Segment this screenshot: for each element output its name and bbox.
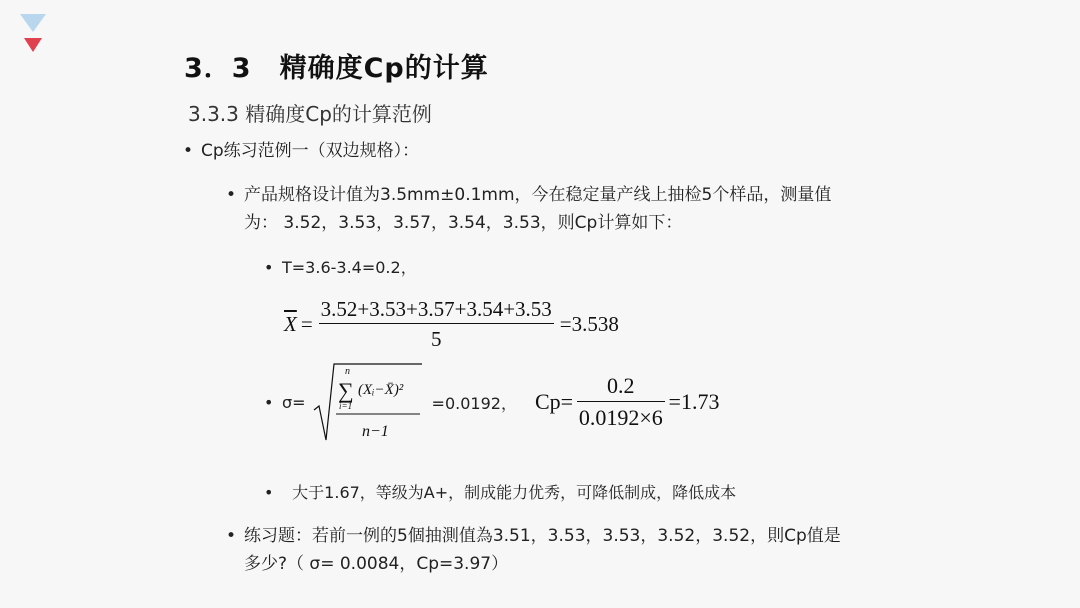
bullet-dot: • <box>226 185 237 205</box>
summation-symbol: ∑ <box>337 378 354 403</box>
logo-bottom-triangle <box>24 38 42 52</box>
mean-symbol: $\overline{X}$ <box>284 312 297 336</box>
bullet-dot: • <box>264 392 274 412</box>
logo-icon <box>20 14 46 54</box>
cp-lhs: Cp= <box>534 389 574 414</box>
exercise-line2: 多少?（ σ= 0.0084，Cp=3.97） <box>244 554 509 574</box>
example-description-line2: 为： 3.52，3.53，3.57，3.54，3.53，则Cp计算如下： <box>244 213 683 233</box>
bullet-result <box>264 480 736 503</box>
mean-fraction <box>319 297 554 352</box>
example-heading-text: Cp练习范例一（双边规格）： <box>201 141 420 161</box>
sum-term: (Xᵢ−X̄)² <box>357 382 403 398</box>
sigma-denominator: n−1 <box>361 423 389 440</box>
bullet-dot: • <box>264 258 274 277</box>
sum-lower-limit: i=1 <box>338 401 352 411</box>
logo-top-triangle <box>20 14 46 32</box>
sigma-value: =0.0192， <box>431 393 517 413</box>
bullet-example-heading <box>183 136 419 161</box>
bullet-dot: • <box>264 483 274 502</box>
mean-formula <box>284 297 619 352</box>
cp-numerator: 0.2 <box>577 373 665 402</box>
exercise-line1: 练习题：若前一例的5個抽測值為3.51，3.53，3.53，3.52，3.52，則Cp值是 <box>244 526 841 546</box>
bullet-dot: • <box>183 141 194 161</box>
cp-denominator: 0.0192×6 <box>578 405 663 430</box>
bullet-exercise <box>226 522 841 578</box>
tolerance-text: T=3.6-3.4=0.2， <box>282 258 417 277</box>
example-description-line1: 产品规格设计值为3.5mm±0.1mm，今在稳定量产线上抽检5个样品，测量值 <box>244 185 832 205</box>
bullet-tolerance <box>264 255 417 278</box>
result-text: 大于1.67，等级为A+，制成能力优秀，可降低制成，降低成本 <box>292 483 737 502</box>
sum-upper-limit: n <box>344 366 350 377</box>
cp-formula <box>535 373 720 431</box>
sigma-cp-row <box>264 360 719 444</box>
bullet-dot: • <box>226 526 237 546</box>
section-subtitle: 3.3.3 精确度Cp的计算范例 <box>188 102 432 126</box>
mean-denominator: 5 <box>430 327 442 351</box>
cp-fraction <box>577 373 665 431</box>
sigma-label: σ= <box>282 392 306 412</box>
sigma-sqrt-formula <box>312 360 424 444</box>
cp-result: =1.73 <box>668 389 720 414</box>
mean-numerator: 3.52+3.53+3.57+3.54+3.53 <box>319 297 554 324</box>
bullet-example-description <box>226 181 831 237</box>
mean-result: =3.538 <box>559 312 619 336</box>
page-title: 3．3 精确度Cp的计算 <box>184 53 489 84</box>
mean-equals: = <box>300 312 313 336</box>
